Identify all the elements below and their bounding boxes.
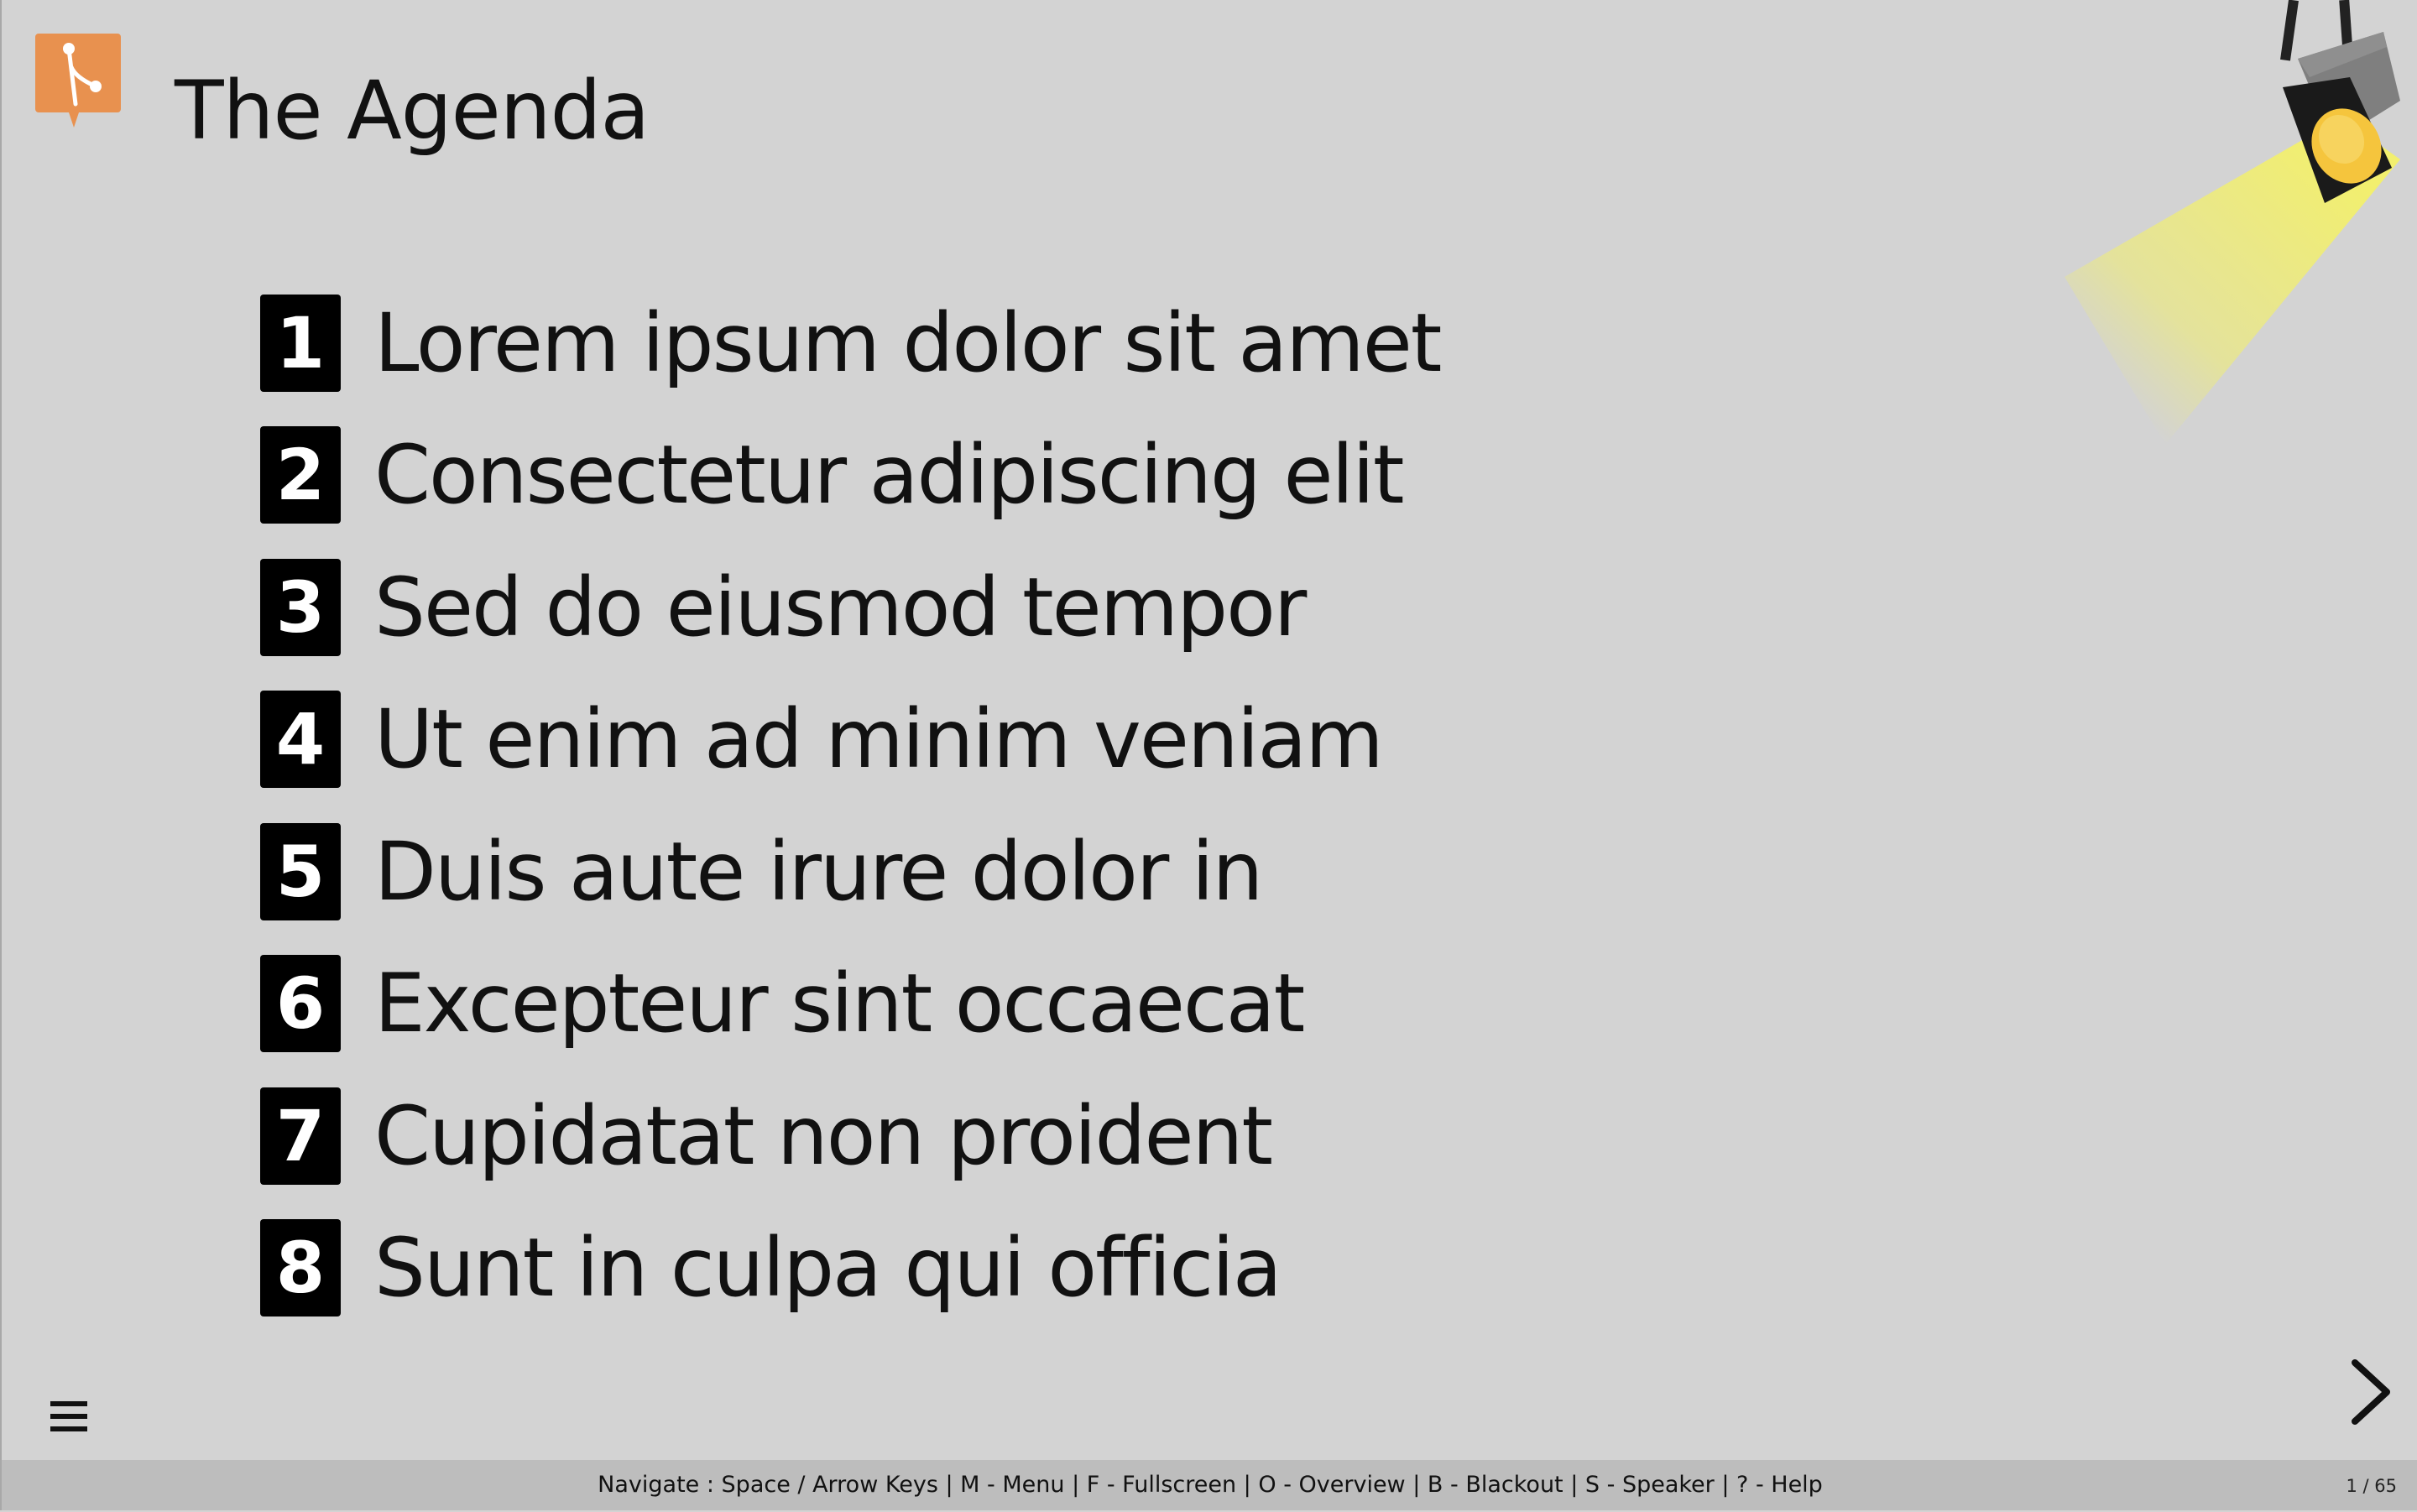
agenda-item xyxy=(260,806,1440,938)
chevron-right-icon[interactable] xyxy=(2343,1354,2402,1430)
agenda-number-badge: 1 xyxy=(260,295,341,392)
agenda-item xyxy=(260,1202,1440,1335)
agenda-item xyxy=(260,541,1440,674)
help-footer-bar xyxy=(2,1460,2417,1510)
spotlight-icon xyxy=(2031,0,2417,453)
agenda-list xyxy=(260,277,1440,1334)
agenda-number-badge: 8 xyxy=(260,1219,341,1316)
hamburger-menu-icon[interactable] xyxy=(49,1398,89,1435)
agenda-item-text: Cupidatat non proident xyxy=(374,1088,1271,1183)
agenda-number-badge: 5 xyxy=(260,823,341,920)
keyboard-help-text: Navigate : Space / Arrow Keys | M - Menu | F - Fullscreen | O - Overview | B - Blackout | S - Speaker | ? - Help xyxy=(598,1472,1823,1498)
agenda-item-text: Sed do eiusmod tempor xyxy=(374,560,1306,654)
agenda-item xyxy=(260,409,1440,542)
slide-title: The Agenda xyxy=(175,64,650,158)
agenda-item-text: Ut enim ad minim veniam xyxy=(374,692,1382,787)
agenda-number-badge: 6 xyxy=(260,955,341,1052)
agenda-item-text: Excepteur sint occaecat xyxy=(374,957,1304,1051)
agenda-item xyxy=(260,277,1440,409)
agenda-item xyxy=(260,1070,1440,1202)
agenda-number-badge: 3 xyxy=(260,559,341,656)
agenda-item-text: Duis aute irure dolor in xyxy=(374,824,1262,919)
agenda-number-badge: 4 xyxy=(260,691,341,788)
agenda-number-badge: 7 xyxy=(260,1087,341,1185)
agenda-item-text: Consectetur adipiscing elit xyxy=(374,428,1403,523)
agenda-number-badge: 2 xyxy=(260,426,341,524)
agenda-item-text: Sunt in culpa qui officia xyxy=(374,1221,1281,1316)
agenda-item xyxy=(260,674,1440,806)
agenda-item-text: Lorem ipsum dolor sit amet xyxy=(374,295,1441,390)
git-chat-logo-icon xyxy=(35,34,121,128)
slide-counter: 1 / 65 xyxy=(2346,1476,2397,1496)
agenda-item xyxy=(260,938,1440,1071)
